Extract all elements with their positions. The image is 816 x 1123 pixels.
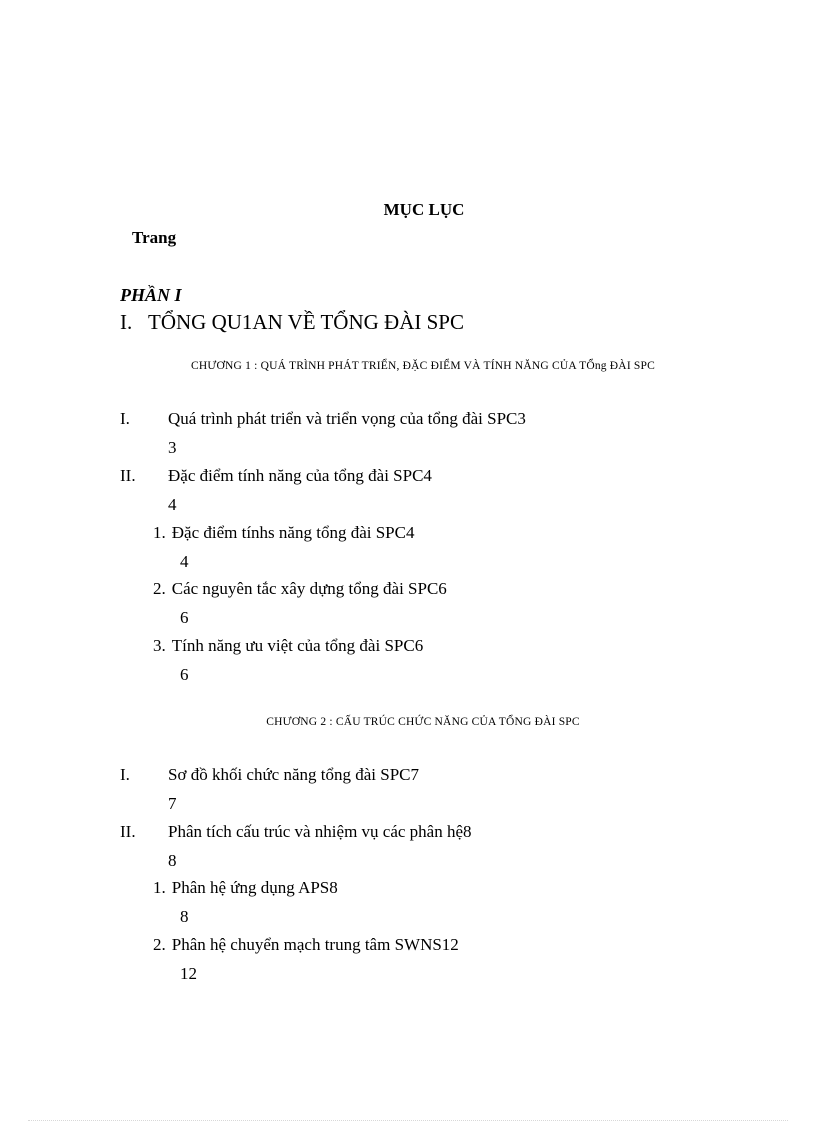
- toc-entry[interactable]: [120, 409, 526, 429]
- toc-entry[interactable]: [120, 466, 432, 486]
- entry-number: 3.: [153, 636, 166, 655]
- entry-title: Tính năng ưu việt của tổng đài SPC6: [171, 636, 424, 655]
- entry-number: I.: [120, 409, 130, 428]
- entry-number: II.: [120, 466, 136, 485]
- entry-number: II.: [120, 822, 136, 841]
- entry-page-number: 7: [168, 794, 177, 813]
- section-heading: [120, 310, 464, 335]
- toc-entry[interactable]: [153, 636, 423, 656]
- entry-title: Phân hệ ứng dụng APS8: [171, 878, 338, 897]
- entry-title: Quá trình phát triển và triển vọng của tổng đài SPC3: [168, 409, 526, 428]
- section-number: I.: [120, 310, 133, 334]
- page-title: MỤC LỤC: [383, 200, 465, 219]
- entry-page-number: 3: [168, 438, 177, 457]
- entry-page-number: 6: [180, 665, 189, 684]
- chapter-1-heading: CHƯƠNG 1 : QUÁ TRÌNH PHÁT TRIỂN, ĐẶC ĐIỂM VÀ TÍNH NĂNG CỦA TỔng ĐÀI SPC: [191, 360, 655, 372]
- entry-title: Đặc điểm tínhs năng tổng đài SPC4: [171, 523, 415, 542]
- entry-number: 2.: [153, 579, 166, 598]
- entry-page-number: 4: [168, 495, 177, 514]
- page-bottom-divider: [28, 1120, 788, 1121]
- toc-entry[interactable]: [153, 935, 459, 955]
- entry-title: Các nguyên tắc xây dựng tổng đài SPC6: [171, 579, 447, 598]
- entry-number: 1.: [153, 878, 166, 897]
- entry-number: 2.: [153, 935, 166, 954]
- entry-page-number: 8: [168, 851, 177, 870]
- page-column-label: Trang: [132, 228, 177, 247]
- part-label: PHẦN I: [120, 285, 182, 305]
- entry-page-number: 6: [180, 608, 189, 627]
- toc-entry[interactable]: [153, 878, 338, 898]
- toc-entry[interactable]: [153, 579, 447, 599]
- toc-entry[interactable]: [120, 765, 420, 785]
- entry-page-number: 8: [180, 907, 189, 926]
- entry-title: Phân tích cấu trúc và nhiệm vụ các phân hệ8: [168, 822, 472, 841]
- section-title: TỔNG QU1AN VỀ TỔNG ĐÀI SPC: [148, 310, 464, 334]
- chapter-2-heading: CHƯƠNG 2 : CẤU TRÚC CHỨC NĂNG CỦA TỔNG ĐÀI SPC: [266, 716, 580, 728]
- entry-title: Sơ đồ khối chức năng tổng đài SPC7: [168, 765, 420, 784]
- toc-entry[interactable]: [153, 523, 414, 543]
- entry-number: I.: [120, 765, 130, 784]
- entry-page-number: 12: [180, 964, 197, 983]
- entry-number: 1.: [153, 523, 166, 542]
- toc-entry[interactable]: [120, 822, 472, 842]
- entry-title: Đặc điểm tính năng của tổng đài SPC4: [168, 466, 432, 485]
- entry-page-number: 4: [180, 552, 189, 571]
- entry-title: Phân hệ chuyển mạch trung tâm SWNS12: [171, 935, 459, 954]
